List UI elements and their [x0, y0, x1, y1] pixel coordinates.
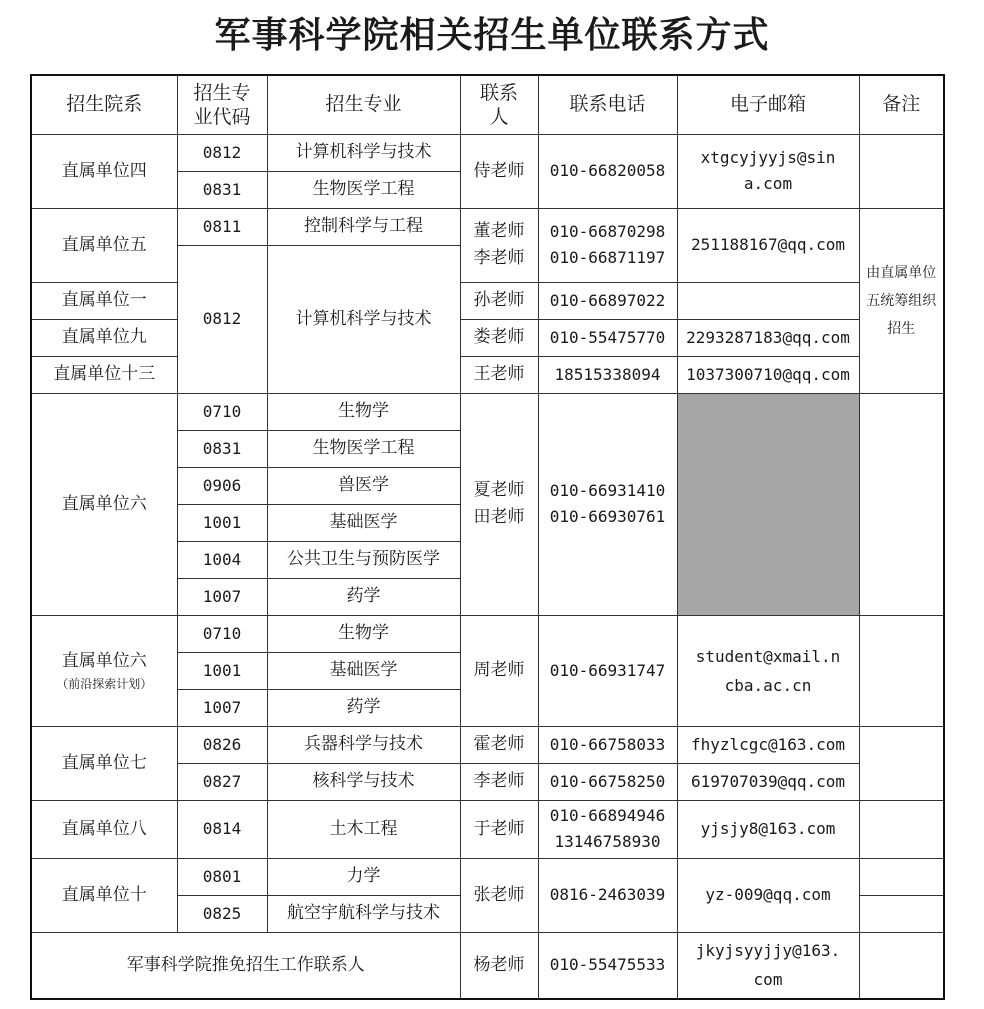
phone-cell: 010-66758250 — [538, 763, 677, 800]
table-row — [31, 208, 944, 245]
table-row — [31, 134, 944, 171]
major-cell: 基础医学 — [267, 504, 460, 541]
code-cell: 0710 — [177, 393, 267, 430]
major-cell: 生物医学工程 — [267, 430, 460, 467]
major-cell: 生物学 — [267, 615, 460, 652]
note-cell-empty — [859, 858, 944, 895]
code-cell: 0812 — [177, 134, 267, 171]
code-cell: 0814 — [177, 800, 267, 858]
contact-cell: 杨老师 — [460, 932, 538, 999]
table-row — [31, 356, 944, 393]
note-cell-empty — [859, 615, 944, 726]
email-cell: jkyjsyyjjy@163.com — [677, 932, 859, 999]
email-cell: 2293287183@qq.com — [677, 319, 859, 356]
contact-cell: 于老师 — [460, 800, 538, 858]
table-row — [31, 800, 944, 858]
code-cell: 1001 — [177, 504, 267, 541]
email-cell: student@xmail.ncba.ac.cn — [677, 615, 859, 726]
department-cell: 直属单位七 — [31, 726, 177, 800]
page-title: 军事科学院相关招生单位联系方式 — [214, 15, 770, 56]
table-row — [31, 393, 944, 430]
major-cell: 力学 — [267, 858, 460, 895]
department-cell: 直属单位五 — [31, 208, 177, 282]
header-note: 备注 — [859, 75, 944, 134]
phone-cell: 010-55475770 — [538, 319, 677, 356]
phone-cell: 010-66758033 — [538, 726, 677, 763]
contact-table — [30, 74, 945, 1000]
major-cell: 生物学 — [267, 393, 460, 430]
phone-cell: 010-66820058 — [538, 134, 677, 208]
email-cell: 1037300710@qq.com — [677, 356, 859, 393]
contact-cell: 董老师 李老师 — [460, 208, 538, 282]
note-cell-empty — [859, 134, 944, 208]
table-row — [31, 858, 944, 895]
header-email: 电子邮箱 — [677, 75, 859, 134]
contact-cell: 娄老师 — [460, 319, 538, 356]
major-cell: 计算机科学与技术 — [267, 245, 460, 393]
department-cell: 直属单位十三 — [31, 356, 177, 393]
department-cell: 直属单位四 — [31, 134, 177, 208]
phone-cell: 010-66931410 010-66930761 — [538, 393, 677, 615]
recommendation-contact-label: 军事科学院推免招生工作联系人 — [31, 932, 460, 999]
contact-cell: 张老师 — [460, 858, 538, 932]
table-row — [31, 615, 944, 652]
major-cell: 土木工程 — [267, 800, 460, 858]
header-phone: 联系电话 — [538, 75, 677, 134]
code-cell: 1007 — [177, 689, 267, 726]
phone-cell: 0816-2463039 — [538, 858, 677, 932]
email-cell: 251188167@qq.com — [677, 208, 859, 282]
phone-cell: 010-66894946 13146758930 — [538, 800, 677, 858]
table-row — [31, 932, 944, 999]
department-subtitle: （前沿探索计划） — [56, 677, 153, 691]
code-cell: 1007 — [177, 578, 267, 615]
code-cell: 0906 — [177, 467, 267, 504]
phone-cell: 010-66897022 — [538, 282, 677, 319]
email-cell: yjsjy8@163.com — [677, 800, 859, 858]
contact-cell: 霍老师 — [460, 726, 538, 763]
major-cell: 核科学与技术 — [267, 763, 460, 800]
table-row — [31, 282, 944, 319]
email-cell: 619707039@qq.com — [677, 763, 859, 800]
phone-cell: 18515338094 — [538, 356, 677, 393]
header-code: 招生专业代码 — [177, 75, 267, 134]
note-cell-empty — [859, 932, 944, 999]
major-cell: 药学 — [267, 578, 460, 615]
major-cell: 兵器科学与技术 — [267, 726, 460, 763]
redacted-email-cell — [677, 393, 859, 615]
contact-cell: 李老师 — [460, 763, 538, 800]
major-cell: 生物医学工程 — [267, 171, 460, 208]
department-cell: 直属单位八 — [31, 800, 177, 858]
contact-cell: 孙老师 — [460, 282, 538, 319]
code-cell: 0710 — [177, 615, 267, 652]
code-cell: 0801 — [177, 858, 267, 895]
phone-cell: 010-66931747 — [538, 615, 677, 726]
phone-cell: 010-66870298 010-66871197 — [538, 208, 677, 282]
note-cell-empty — [859, 895, 944, 932]
major-cell: 药学 — [267, 689, 460, 726]
department-cell: 直属单位六 （前沿探索计划） — [31, 615, 177, 726]
department-cell: 直属单位六 — [31, 393, 177, 615]
table-row — [31, 726, 944, 763]
email-cell: xtgcyjyyjs@sina.com — [677, 134, 859, 208]
code-cell: 0825 — [177, 895, 267, 932]
code-cell: 0811 — [177, 208, 267, 245]
email-cell: fhyzlcgc@163.com — [677, 726, 859, 763]
note-cell-empty — [859, 393, 944, 615]
note-cell-empty — [859, 726, 944, 800]
major-cell: 兽医学 — [267, 467, 460, 504]
note-cell-empty — [859, 800, 944, 858]
code-cell: 0831 — [177, 171, 267, 208]
major-cell: 计算机科学与技术 — [267, 134, 460, 171]
note-cell: 由直属单位五统筹组织招生 — [859, 208, 944, 393]
department-cell: 直属单位一 — [31, 282, 177, 319]
major-cell: 基础医学 — [267, 652, 460, 689]
phone-cell: 010-55475533 — [538, 932, 677, 999]
department-cell: 直属单位十 — [31, 858, 177, 932]
header-department: 招生院系 — [31, 75, 177, 134]
code-cell: 0812 — [177, 245, 267, 393]
contact-cell: 周老师 — [460, 615, 538, 726]
major-cell: 公共卫生与预防医学 — [267, 541, 460, 578]
code-cell: 1001 — [177, 652, 267, 689]
contact-cell: 夏老师 田老师 — [460, 393, 538, 615]
email-cell: yz-009@qq.com — [677, 858, 859, 932]
major-cell: 航空宇航科学与技术 — [267, 895, 460, 932]
table-row — [31, 319, 944, 356]
header-major: 招生专业 — [267, 75, 460, 134]
email-cell-empty — [677, 282, 859, 319]
code-cell: 0826 — [177, 726, 267, 763]
code-cell: 0831 — [177, 430, 267, 467]
header-contact: 联系人 — [460, 75, 538, 134]
header-row — [31, 75, 944, 134]
contact-cell: 王老师 — [460, 356, 538, 393]
department-cell: 直属单位九 — [31, 319, 177, 356]
code-cell: 1004 — [177, 541, 267, 578]
major-cell: 控制科学与工程 — [267, 208, 460, 245]
code-cell: 0827 — [177, 763, 267, 800]
contact-cell: 侍老师 — [460, 134, 538, 208]
